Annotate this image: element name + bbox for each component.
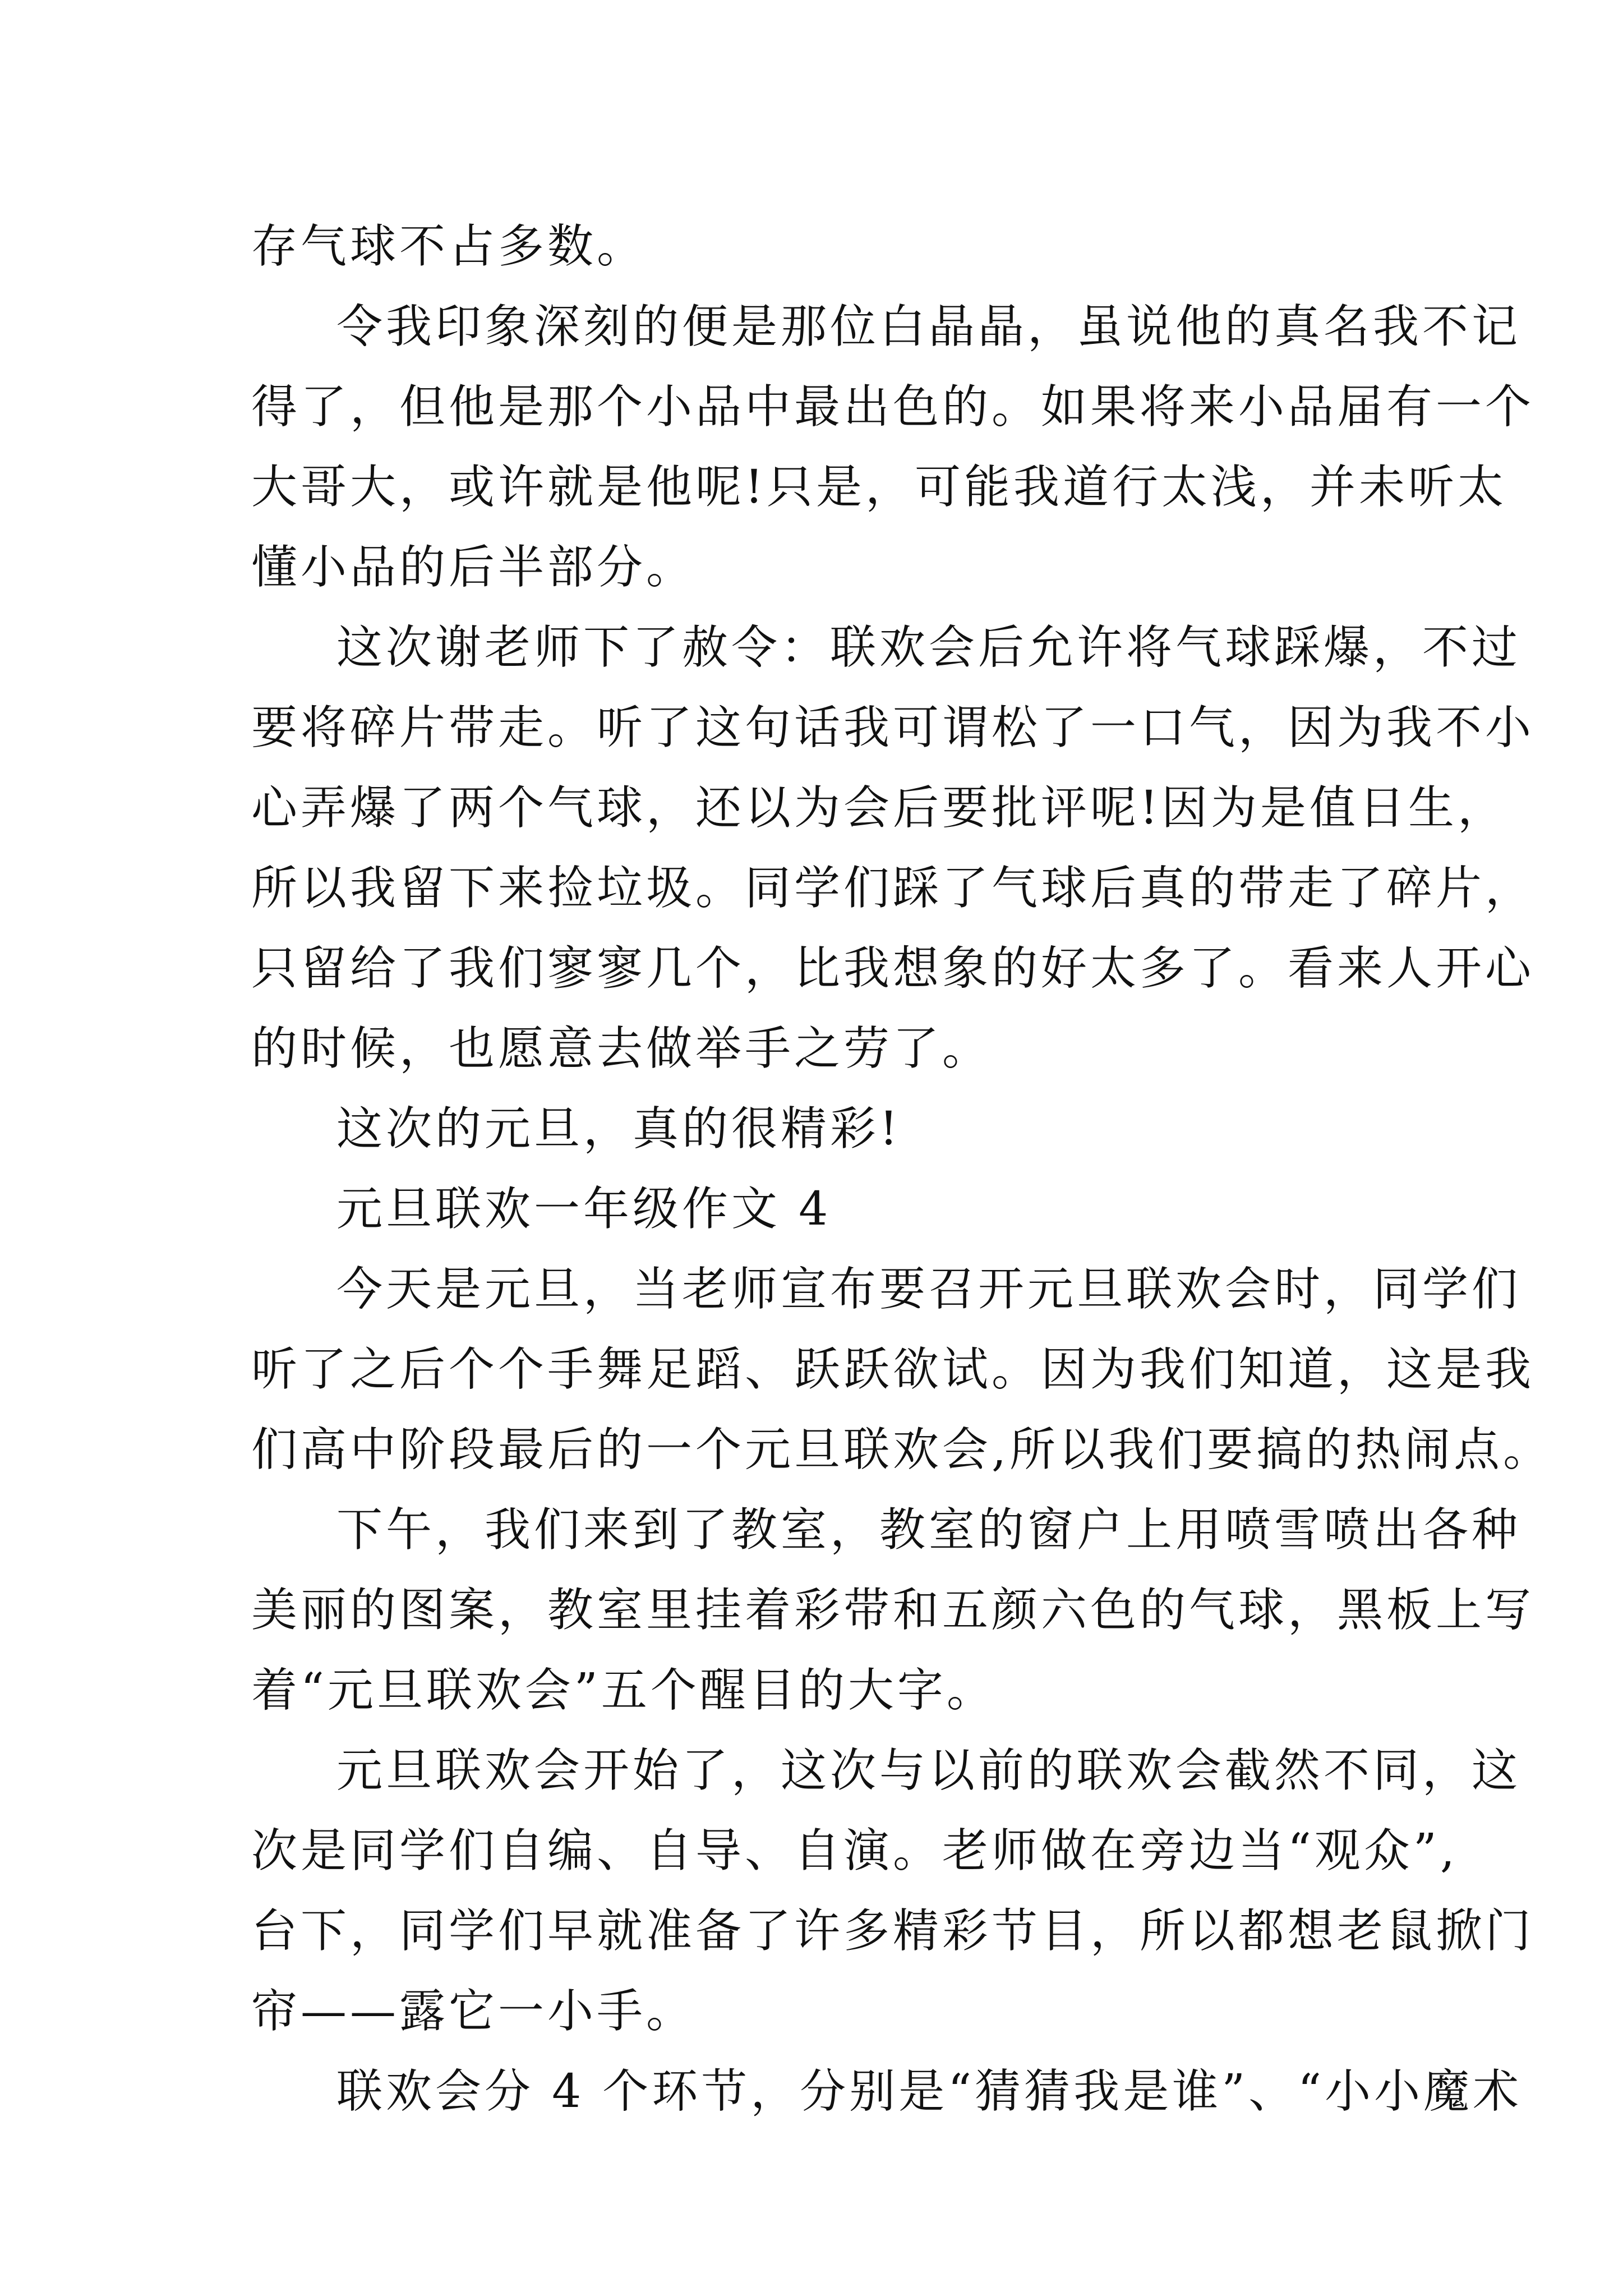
text-line: 要将碎片带走。听了这句话我可谓松了一口气，因为我不小	[251, 701, 1535, 754]
text-line: 们高中阶段最后的一个元旦联欢会,所以我们要搞的热闹点。	[251, 1423, 1553, 1476]
text-line: 次是同学们自编、自导、自演。老师做在旁边当“观众”,	[251, 1824, 1458, 1878]
text-line: 存气球不占多数。	[251, 220, 647, 273]
text-line: 美丽的图案，教室里挂着彩带和五颜六色的气球，黑板上写	[251, 1584, 1535, 1637]
text-line: 心弄爆了两个气球，还以为会后要批评呢!因为是值日生，	[251, 781, 1507, 835]
text-line: 这次的元旦，真的很精彩!	[336, 1102, 901, 1156]
text-line: 令我印象深刻的便是那位白晶晶，虽说他的真名我不记	[336, 300, 1521, 353]
document-body	[251, 206, 1553, 2132]
text-line: 下午，我们来到了教室，教室的窗户上用喷雪喷出各种	[336, 1503, 1521, 1557]
text-line: 得了，但他是那个小品中最出色的。如果将来小品届有一个	[251, 380, 1535, 434]
text-line: 今天是元旦，当老师宣布要召开元旦联欢会时，同学们	[336, 1263, 1521, 1316]
text-line: 帘——露它一小手。	[251, 1985, 696, 2038]
text-line: 这次谢老师下了赦令：联欢会后允许将气球踩爆，不过	[336, 621, 1521, 674]
text-line: 台下，同学们早就准备了许多精彩节目，所以都想老鼠掀门	[251, 1904, 1535, 1958]
text-line: 大哥大，或许就是他呢!只是，可能我道行太浅，并未听太	[251, 461, 1507, 514]
text-line: 听了之后个个手舞足蹈、跃跃欲试。因为我们知道，这是我	[251, 1343, 1535, 1396]
section-heading: 元旦联欢一年级作文 4	[336, 1182, 832, 1236]
text-line: 的时候，也愿意去做举手之劳了。	[251, 1022, 992, 1075]
text-line: 所以我留下来捡垃圾。同学们踩了气球后真的带走了碎片，	[251, 862, 1535, 915]
text-line: 元旦联欢会开始了，这次与以前的联欢会截然不同，这	[336, 1744, 1521, 1797]
text-line: 联欢会分 4 个环节，分别是“猜猜我是谁”、“小小魔术	[336, 2065, 1523, 2118]
text-line: 着“元旦联欢会”五个醒目的大字。	[251, 1664, 996, 1717]
text-line: 懂小品的后半部分。	[251, 541, 696, 594]
text-line: 只留给了我们寥寥几个，比我想象的好太多了。看来人开心	[251, 942, 1535, 995]
